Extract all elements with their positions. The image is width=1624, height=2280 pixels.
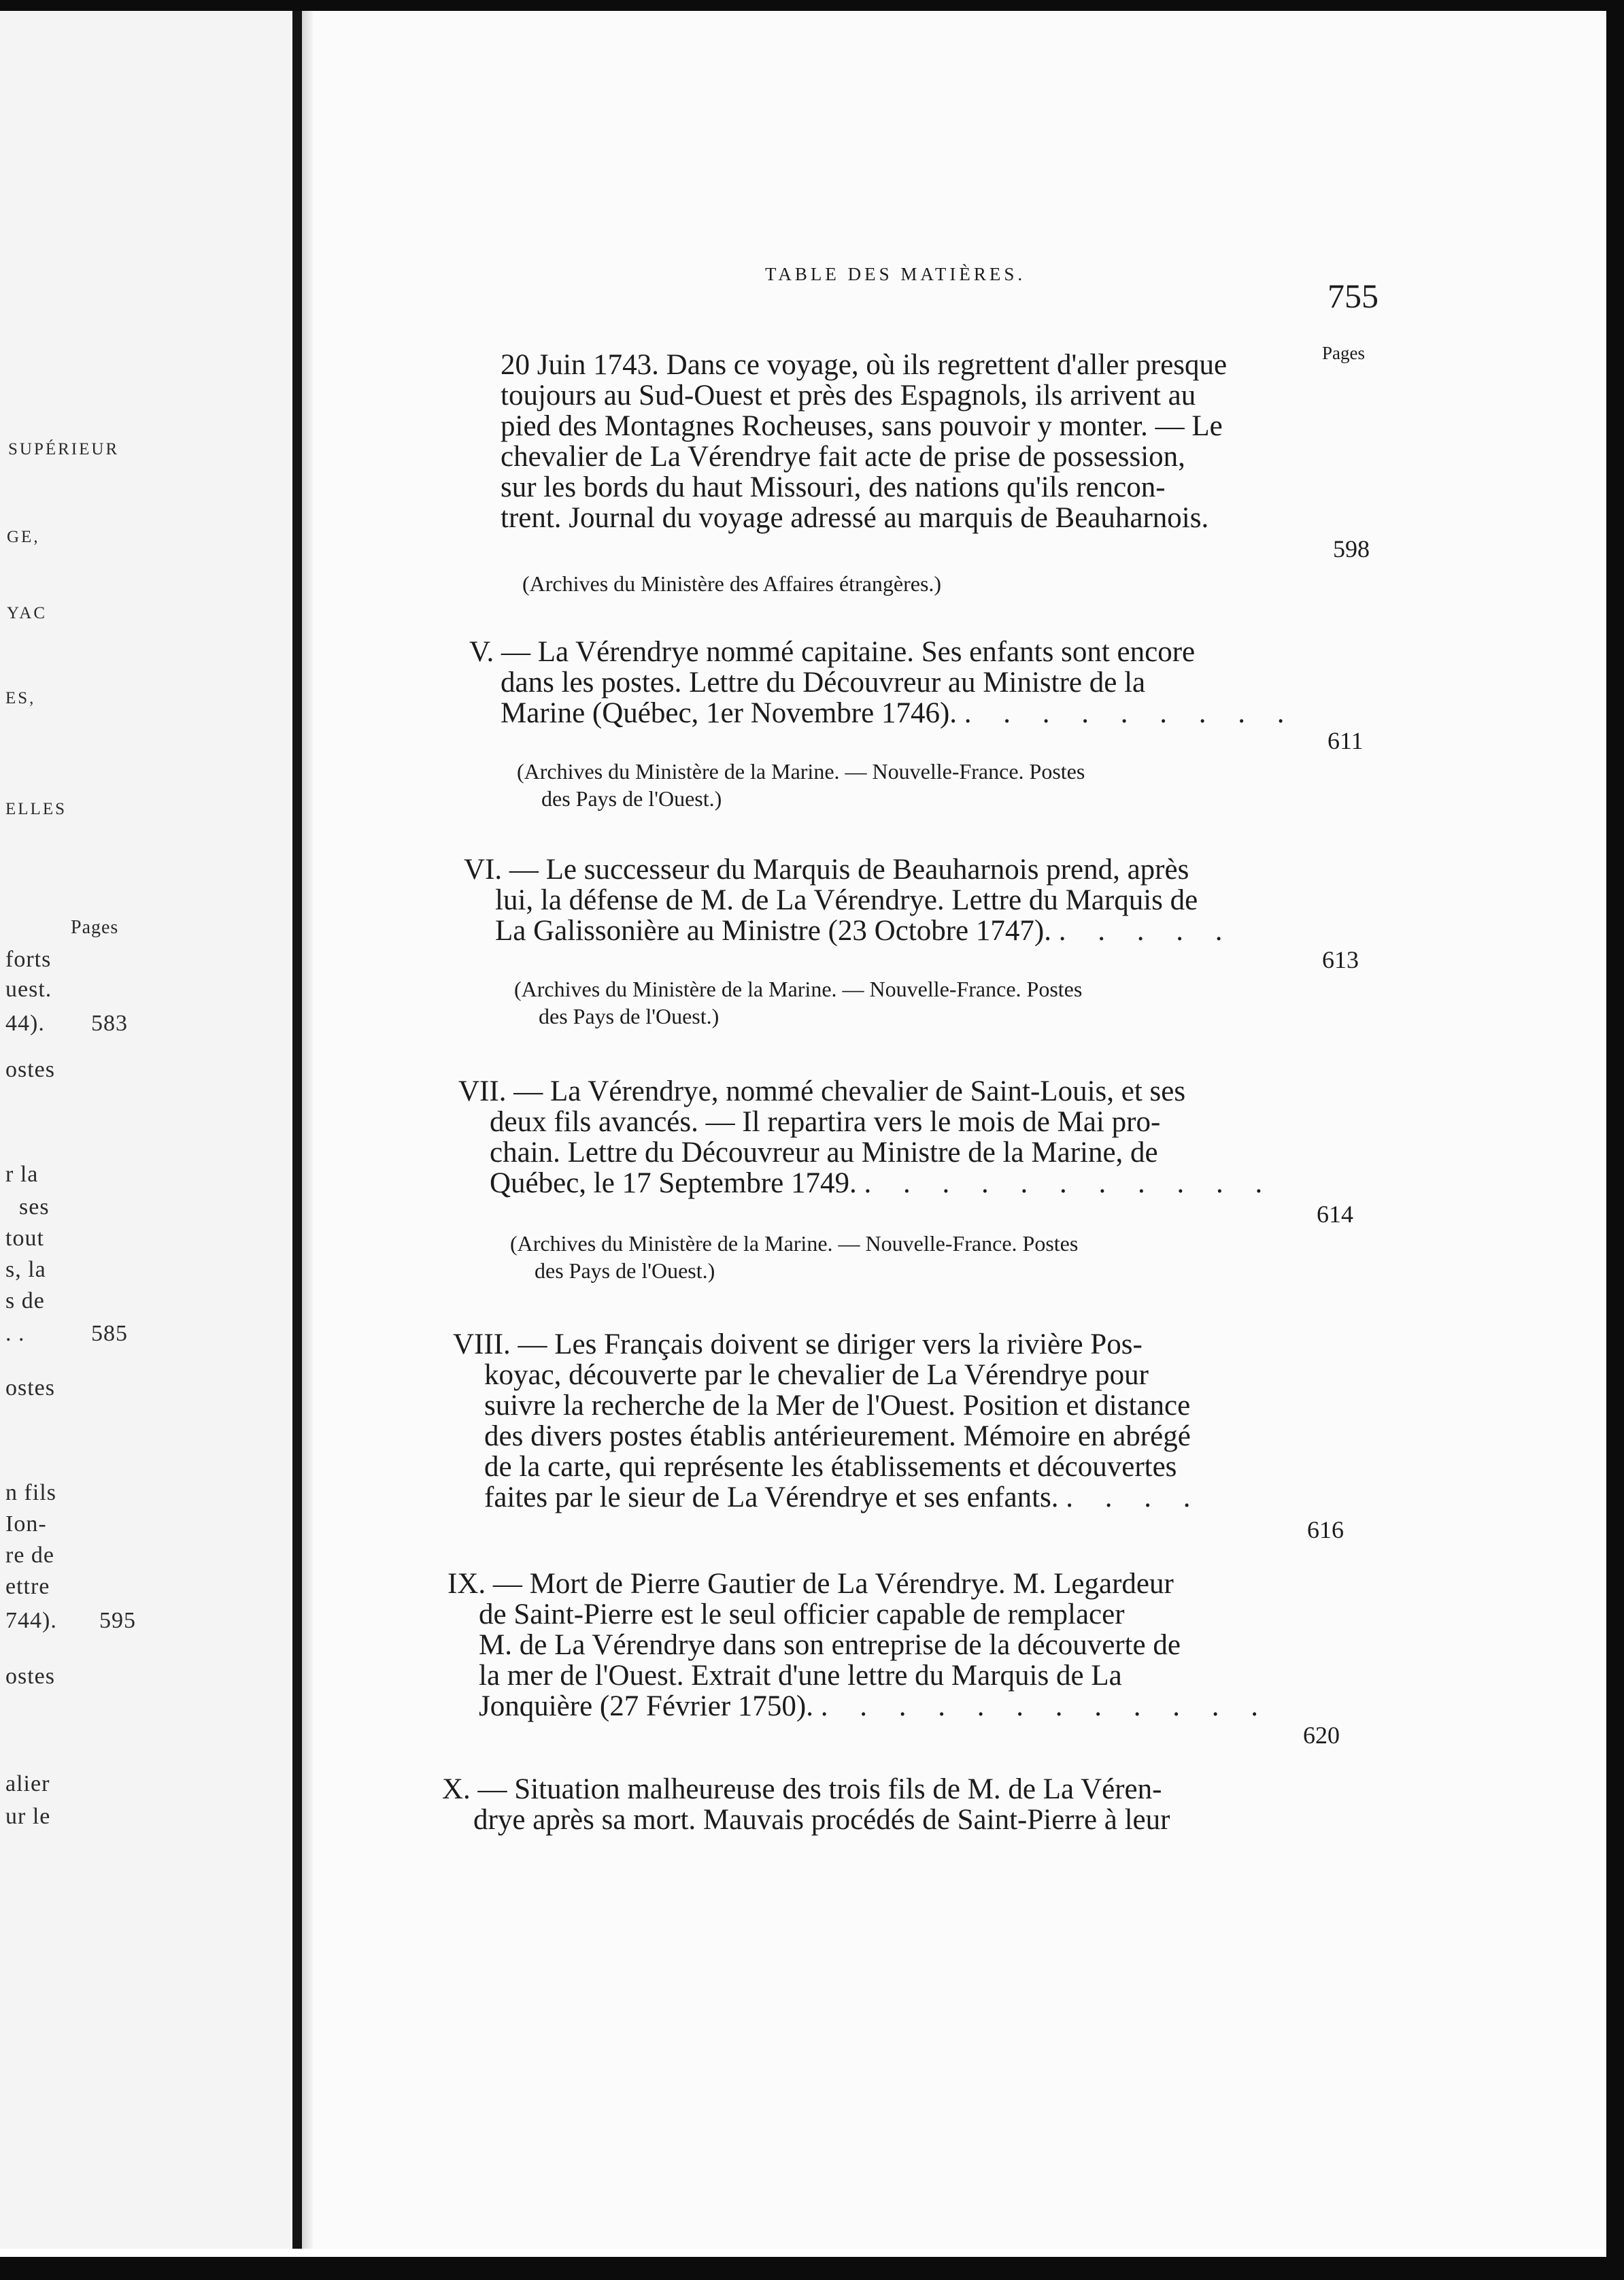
left-page-number: 583 xyxy=(91,1011,128,1036)
toc-entry-line: V. — La Vérendrye nommé capitaine. Ses enfants sont encore xyxy=(469,636,1196,668)
toc-source-line: des Pays de l'Ouest.) xyxy=(539,1004,720,1028)
left-text-fragment: ostes xyxy=(5,1375,55,1401)
dot-leaders: . . . . . xyxy=(1058,915,1235,947)
toc-entry-line: X. — Situation malheureuse des trois fils de M. de La Véren- xyxy=(442,1773,1162,1805)
left-text-fragment: n fils xyxy=(5,1480,56,1505)
left-text-fragment: 44). xyxy=(5,1011,45,1036)
toc-entry xyxy=(469,636,1297,729)
left-text-fragment: tout xyxy=(5,1226,44,1251)
scan-frame-right xyxy=(1606,0,1624,2280)
toc-entry-line: dans les postes. Lettre du Découvreur au Ministre de la xyxy=(501,667,1146,699)
toc-entry-line: chevalier de La Vérendrye fait acte de prise de possession, xyxy=(501,441,1185,473)
toc-source-line: des Pays de l'Ouest.) xyxy=(541,786,722,811)
left-text-fragment: . . xyxy=(5,1321,25,1346)
toc-entry-line: VIII. — Les Français doivent se diriger vers la rivière Pos- xyxy=(453,1328,1143,1360)
toc-entry-line: des divers postes établis antérieurement. Mémoire en abrégé xyxy=(484,1420,1191,1452)
page-number: 755 xyxy=(1327,277,1378,315)
toc-entry-last-line xyxy=(464,916,1280,946)
toc-entry-line: de la carte, qui représente les établissements et découvertes xyxy=(484,1451,1177,1483)
dot-leaders: . . . . xyxy=(1066,1481,1203,1513)
scan-frame-top xyxy=(0,0,1624,11)
toc-page-ref: 620 xyxy=(1303,1722,1340,1749)
toc-source-note xyxy=(517,758,1265,812)
dot-leaders: . . . . . . . . . . . . xyxy=(820,1690,1270,1722)
toc-entry xyxy=(501,350,1292,533)
left-page-number: 585 xyxy=(91,1321,128,1346)
left-text-fragment: Ion- xyxy=(5,1511,47,1537)
toc-source-note xyxy=(510,1230,1258,1284)
toc-entry-line: IX. — Mort de Pierre Gautier de La Vérendrye. M. Legardeur xyxy=(447,1568,1174,1600)
right-page xyxy=(313,11,1606,2249)
toc-entry-line: 20 Juin 1743. Dans ce voyage, où ils regrettent d'aller presque xyxy=(501,349,1228,381)
toc-page-ref: 614 xyxy=(1317,1201,1353,1228)
toc-entry-line: drye après sa mort. Mauvais procédés de Saint-Pierre à leur xyxy=(473,1804,1170,1836)
left-header-fragment: GE, xyxy=(7,528,40,546)
toc-source-note xyxy=(514,975,1262,1030)
left-header-fragment: ELLES xyxy=(5,800,67,818)
toc-entry-line: lui, la défense de M. de La Vérendrye. Lettre du Marquis de xyxy=(495,884,1198,916)
toc-entry-line: deux fils avancés. — Il repartira vers le mois de Mai pro- xyxy=(490,1106,1161,1138)
left-header-fragment: SUPÉRIEUR xyxy=(8,440,120,458)
left-text-fragment: r la xyxy=(5,1162,39,1187)
toc-entry-line: faites par le sieur de La Vérendrye et ses enfants. xyxy=(484,1481,1059,1513)
left-page-fragment xyxy=(0,11,292,2249)
running-head: TABLE DES MATIÈRES. xyxy=(765,264,1026,284)
toc-entry xyxy=(442,1774,1258,1835)
toc-source-line: (Archives du Ministère de la Marine. — Nouvelle-France. Postes xyxy=(514,977,1083,1001)
toc-entry-line: La Galissonière au Ministre (23 Octobre 1747). xyxy=(495,915,1051,947)
left-header-fragment: ES, xyxy=(5,689,36,707)
left-text-fragment: ses xyxy=(19,1194,50,1220)
toc-entry xyxy=(453,1329,1269,1513)
toc-entry xyxy=(447,1568,1270,1722)
left-text-fragment: uest. xyxy=(5,977,52,1002)
toc-entry-last-line xyxy=(458,1168,1274,1198)
toc-entry-line: sur les bords du haut Missouri, des nations qu'ils rencon- xyxy=(501,471,1166,503)
left-text-fragment: ettre xyxy=(5,1574,50,1599)
pages-column-label: Pages xyxy=(1322,343,1365,363)
book-spine xyxy=(292,11,302,2249)
toc-source-line: (Archives du Ministère de la Marine. — Nouvelle-France. Postes xyxy=(517,759,1085,784)
scan-frame-bottom xyxy=(0,2257,1624,2280)
toc-entry xyxy=(458,1076,1274,1198)
left-header-fragment: YAC xyxy=(7,604,48,622)
toc-page-ref: 598 xyxy=(1333,535,1370,563)
toc-entry-line: Marine (Québec, 1er Novembre 1746). xyxy=(501,697,958,729)
toc-page-ref: 611 xyxy=(1327,727,1364,754)
left-text-fragment: ur le xyxy=(5,1804,51,1829)
left-pages-label: Pages xyxy=(71,917,119,938)
left-text-fragment: ostes xyxy=(5,1057,55,1082)
toc-entry-line: M. de La Vérendrye dans son entreprise de la découverte de xyxy=(479,1629,1181,1661)
toc-source-note xyxy=(522,570,1270,597)
gutter-shadow xyxy=(302,11,313,2249)
toc-entry xyxy=(464,854,1280,946)
dot-leaders: . . . . . . . . . . . xyxy=(864,1167,1275,1199)
dot-leaders: . . . . . . . . . xyxy=(964,697,1297,729)
left-page-number: 595 xyxy=(99,1608,136,1633)
toc-page-ref: 613 xyxy=(1322,946,1359,973)
toc-entry-line: de Saint-Pierre est le seul officier capable de remplacer xyxy=(479,1598,1125,1630)
toc-entry-line: Jonquière (27 Février 1750). xyxy=(479,1690,813,1722)
toc-entry-last-line xyxy=(453,1482,1269,1513)
left-text-fragment: forts xyxy=(5,947,52,972)
toc-entry-line: chain. Lettre du Découvreur au Ministre de la Marine, de xyxy=(490,1137,1158,1169)
toc-entry-line: trent. Journal du voyage adressé au marquis de Beauharnois. xyxy=(501,502,1209,534)
toc-source-line: (Archives du Ministère des Affaires étrangères.) xyxy=(522,571,942,596)
toc-page-ref: 616 xyxy=(1307,1516,1344,1543)
toc-entry-line: VI. — Le successeur du Marquis de Beauharnois prend, après xyxy=(464,854,1189,886)
left-text-fragment: s, la xyxy=(5,1257,46,1282)
toc-source-line: (Archives du Ministère de la Marine. — Nouvelle-France. Postes xyxy=(510,1231,1079,1256)
toc-source-line: des Pays de l'Ouest.) xyxy=(535,1258,715,1283)
toc-entry-last-line xyxy=(447,1690,1270,1722)
left-text-fragment: ostes xyxy=(5,1664,55,1689)
left-text-fragment: alier xyxy=(5,1771,50,1796)
toc-entry-line: toujours au Sud-Ouest et près des Espagnols, ils arrivent au xyxy=(501,380,1196,412)
toc-entry-line: Québec, le 17 Septembre 1749. xyxy=(490,1167,857,1199)
left-text-fragment: 744). xyxy=(5,1608,57,1633)
left-text-fragment: re de xyxy=(5,1543,55,1568)
toc-entry-line: la mer de l'Ouest. Extrait d'une lettre du Marquis de La xyxy=(479,1660,1122,1692)
toc-entry-line: suivre la recherche de la Mer de l'Ouest. Position et distance xyxy=(484,1390,1191,1422)
toc-entry-line: pied des Montagnes Rocheuses, sans pouvoir y monter. — Le xyxy=(501,410,1223,442)
toc-entry-last-line xyxy=(469,697,1297,729)
toc-entry-line: koyac, découverte par le chevalier de La Vérendrye pour xyxy=(484,1359,1149,1391)
left-text-fragment: s de xyxy=(5,1288,45,1313)
toc-entry-line: VII. — La Vérendrye, nommé chevalier de Saint-Louis, et ses xyxy=(458,1075,1186,1107)
